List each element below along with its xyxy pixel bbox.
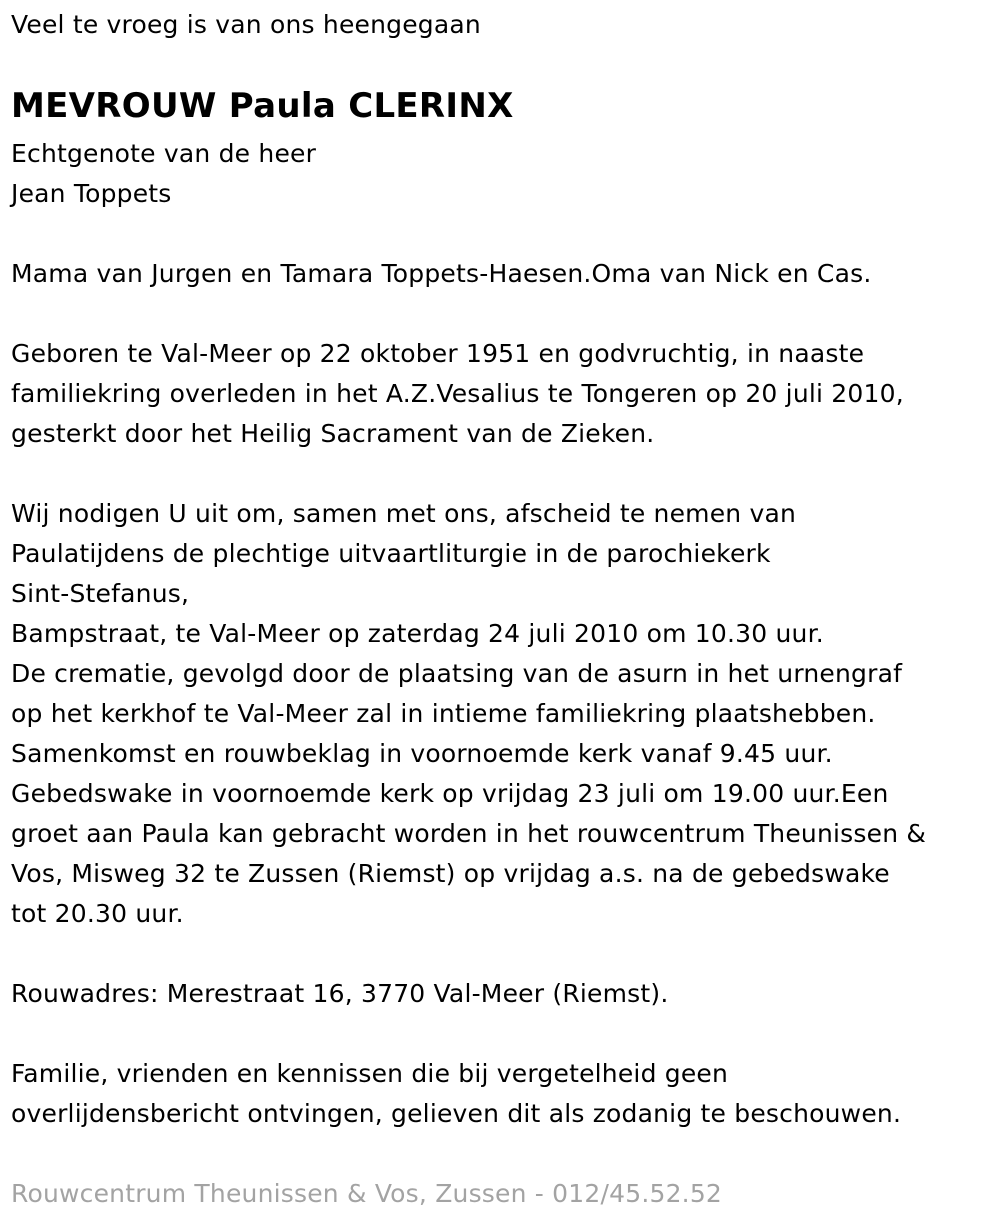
birth-death-line-2: familiekring overleden in het A.Z.Vesalius te Tongeren op 20 juli 2010, xyxy=(11,379,904,408)
ceremony-line-11: tot 20.30 uur. xyxy=(11,899,184,928)
funeral-home-footer: Rouwcentrum Theunissen & Vos, Zussen - 012/45.52.52 xyxy=(11,1179,723,1208)
mourning-address: Rouwadres: Merestraat 16, 3770 Val-Meer (Riemst). xyxy=(11,979,669,1008)
deceased-name: MEVROUW Paula CLERINX xyxy=(11,86,514,126)
ceremony-line-6: op het kerkhof te Val-Meer zal in intieme familiekring plaatshebben. xyxy=(11,699,876,728)
ceremony-line-7: Samenkomst en rouwbeklag in voornoemde kerk vanaf 9.45 uur. xyxy=(11,739,833,768)
spouse-line-1: Echtgenote van de heer xyxy=(11,139,317,168)
notice-line-2: overlijdensbericht ontvingen, gelieven dit als zodanig te beschouwen. xyxy=(11,1099,902,1128)
spouse-line-2: Jean Toppets xyxy=(11,179,172,208)
ceremony-line-4: Bampstraat, te Val-Meer op zaterdag 24 juli 2010 om 10.30 uur. xyxy=(11,619,824,648)
intro-text: Veel te vroeg is van ons heengegaan xyxy=(11,10,481,39)
family-text: Mama van Jurgen en Tamara Toppets-Haesen.Oma van Nick en Cas. xyxy=(11,259,872,288)
birth-death-line-3: gesterkt door het Heilig Sacrament van de Zieken. xyxy=(11,419,655,448)
ceremony-line-2: Paulatijdens de plechtige uitvaartliturgie in de parochiekerk xyxy=(11,539,771,568)
ceremony-line-8: Gebedswake in voornoemde kerk op vrijdag 23 juli om 19.00 uur.Een xyxy=(11,779,889,808)
ceremony-line-9: groet aan Paula kan gebracht worden in het rouwcentrum Theunissen & xyxy=(11,819,927,848)
ceremony-line-5: De crematie, gevolgd door de plaatsing van de asurn in het urnengraf xyxy=(11,659,903,688)
notice-line-1: Familie, vrienden en kennissen die bij vergetelheid geen xyxy=(11,1059,729,1088)
ceremony-line-1: Wij nodigen U uit om, samen met ons, afscheid te nemen van xyxy=(11,499,797,528)
ceremony-line-10: Vos, Misweg 32 te Zussen (Riemst) op vrijdag a.s. na de gebedswake xyxy=(11,859,890,888)
ceremony-line-3: Sint-Stefanus, xyxy=(11,579,190,608)
birth-death-line-1: Geboren te Val-Meer op 22 oktober 1951 en godvruchtig, in naaste xyxy=(11,339,865,368)
